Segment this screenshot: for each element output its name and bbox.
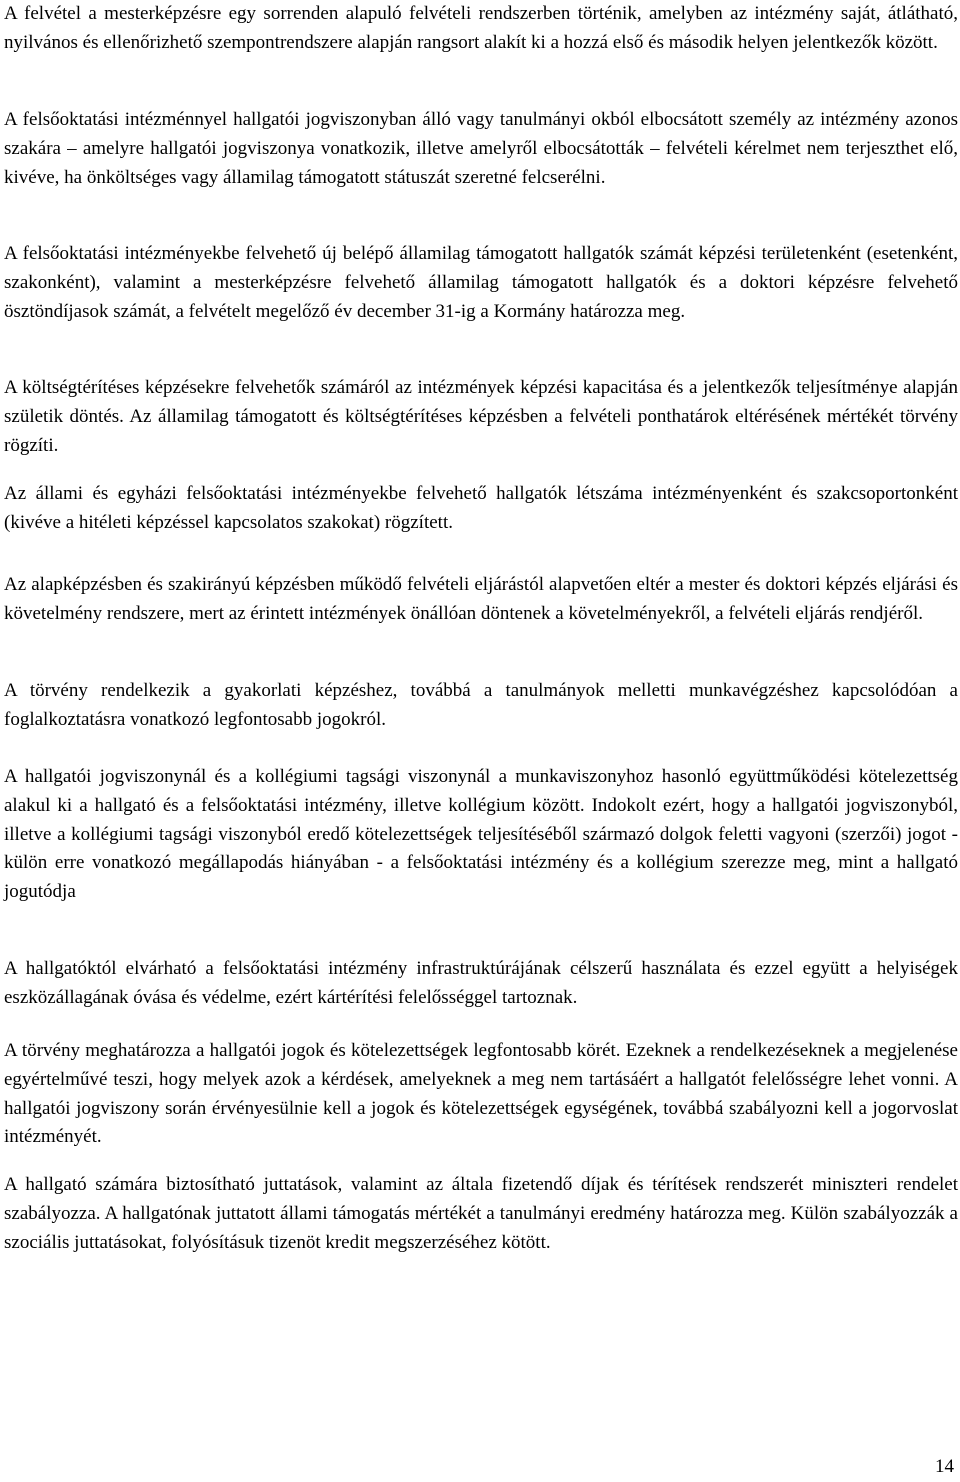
document-page bbox=[4, 0, 958, 1482]
paragraph-3: A felsőoktatási intézményekbe felvehető új belépő államilag támogatott hallgatók számát képzési területenként (esetenként, szakonként), valamint a mesterképzésre felvehető államilag támogatott hallgatók és a doktori képzésre felvehető ösztöndíjasok számát, a felvételt megelőző év december 31-ig a Kormány határozza meg. bbox=[4, 243, 958, 322]
paragraph-11: A hallgató számára biztosítható juttatások, valamint az általa fizetendő díjak és térítések rendszerét miniszteri rendelet szabályozza. A hallgatónak juttatott állami támogatás mértékét a tanulmányi eredmény határozza meg. Külön szabályozzák a szociális juttatásokat, folyósításuk tizenöt kredit megszerzéséhez kötött. bbox=[4, 1174, 958, 1253]
paragraph-5: Az állami és egyházi felsőoktatási intézményekbe felvehető hallgatók létszáma intézményenként és szakcsoportonként (kivéve a hitéleti képzéssel kapcsolatos szakokat) rögzített. bbox=[4, 483, 958, 533]
paragraph-2: A felsőoktatási intézménnyel hallgatói jogviszonyban álló vagy tanulmányi okból elbocsátott személy az intézmény azonos szakára – amelyre hallgatói jogviszonya vonatkozik, illetve amelyről elbocsátották – felvételi kérelmet nem terjeszthet elő, kivéve, ha önköltséges vagy államilag támogatott státuszát szeretné felcserélni. bbox=[4, 109, 958, 188]
page-number: 14 bbox=[935, 1456, 954, 1477]
paragraph-1: A felvétel a mesterképzésre egy sorrenden alapuló felvételi rendszerben történik, amelyben az intézmény saját, átlátható, nyilvános és ellenőrizhető szempontrendszere alapján rangsort alakít ki a hozzá első és második helyen jelentkezők között. bbox=[4, 3, 958, 53]
paragraph-10: A törvény meghatározza a hallgatói jogok és kötelezettségek legfontosabb körét. Ezeknek a rendelkezéseknek a megjelenése egyértelművé teszi, hogy melyek azok a kérdések, amelyeknek a meg nem tartásáért a hallgatót felelősségre lehet vonni. A hallgatói jogviszony során érvényesülnie kell a jogok és kötelezettségek egységének, továbbá szabályozni kell a jogorvoslat intézményét. bbox=[4, 1040, 958, 1148]
paragraph-7: A törvény rendelkezik a gyakorlati képzéshez, továbbá a tanulmányok melletti munkavégzéshez kapcsolódóan a foglalkoztatásra vonatkozó legfontosabb jogokról. bbox=[4, 680, 958, 730]
paragraph-9: A hallgatóktól elvárható a felsőoktatási intézmény infrastruktúrájának célszerű használata és ezzel együtt a helyiségek eszközállagának óvása és védelme, ezért kártérítési felelősséggel tartoznak. bbox=[4, 958, 958, 1008]
paragraph-8: A hallgatói jogviszonynál és a kollégiumi tagsági viszonynál a munkaviszonyhoz hasonló együttműködési kötelezettség alakul ki a hallgató és a felsőoktatási intézmény, illetve kollégium között. Indokolt ezért, hogy a hallgatói jogviszonyból, illetve a kollégiumi tagsági viszonyból eredő kötelezettségek teljesítéséből származó dolgok feletti vagyoni (szerzői) jogot - külön erre vonatkozó megállapodás hiányában - a felsőoktatási intézmény és a kollégium szerezze meg, mint a hallgató jogutódja bbox=[4, 766, 958, 903]
paragraph-6: Az alapképzésben és szakirányú képzésben működő felvételi eljárástól alapvetően eltér a mester és doktori képzés eljárási és követelmény rendszere, mert az érintett intézmények önállóan döntenek a követelményekről, a felvételi eljárás rendjéről. bbox=[4, 574, 958, 624]
paragraph-4: A költségtérítéses képzésekre felvehetők számáról az intézmények képzési kapacitása és a jelentkezők teljesítménye alapján születik döntés. Az államilag támogatott és költségtérítéses képzésben a felvételi ponthatárok eltérésének mértékét törvény rögzíti. bbox=[4, 377, 958, 456]
